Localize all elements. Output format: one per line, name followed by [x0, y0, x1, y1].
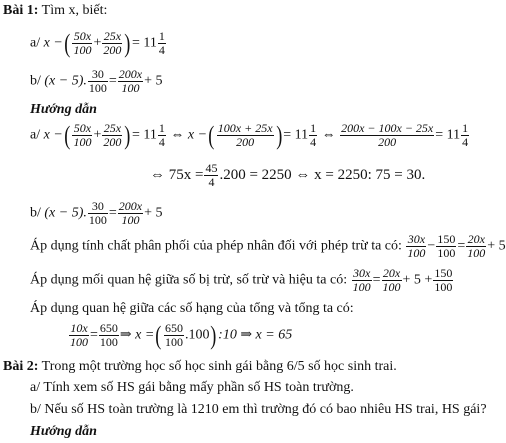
- frac-200x-100: $\frac{200x}{100}$: [118, 67, 143, 95]
- plus: +: [93, 35, 102, 51]
- x-minus-5: (x − 5).: [44, 73, 87, 89]
- x-minus: x −: [43, 35, 63, 51]
- a-label: a/: [30, 35, 41, 51]
- iff-1: ⇔: [170, 127, 185, 143]
- bai1-line: [3, 3, 107, 19]
- a-label-2: a/: [30, 127, 41, 143]
- solution-b-line: b/ (x − 5). $\frac{30}{100}$ = $\frac{200x}{100}$ + 5: [30, 199, 163, 227]
- bai1-heading: Bài 1:: [3, 3, 39, 18]
- bai2-line: [3, 359, 397, 375]
- bai2-a: a/ Tính xem số HS gái bằng mấy phần số HS toàn trường.: [30, 380, 354, 395]
- iff-2: ⇔: [321, 127, 336, 143]
- b-label: b/: [30, 73, 41, 89]
- frac-long-200: $\frac{200x - 100x - 25x}{200}$: [341, 121, 434, 149]
- bai1-prompt: Tìm x, biết:: [41, 3, 108, 18]
- frac-30-100: $\frac{30}{100}$: [88, 67, 107, 95]
- frac-45-4: $\frac{45}{4}$: [205, 161, 218, 189]
- huong-dan-1: Hướng dẫn: [30, 102, 97, 117]
- bai2-heading: Bài 2:: [3, 359, 39, 374]
- line-75x: ⇔ 75x =: [150, 166, 204, 183]
- paren-close: ): [124, 28, 131, 58]
- solution-a-line1: a/ x −( $\frac{50x}{100}$ + $\frac{25x}{200}$ )= 11 $\frac{1}{4}$ ⇔ x −( $\frac{100x + 25x}{200}$ )= 11 $\frac{1}{4}$ ⇔ $\frac{200x - 100x - 25x}{200}$ = 11 $\frac{1}{4}$: [30, 120, 469, 150]
- final-equation: $\frac{10x}{100}$ = $\frac{650}{100}$ ⇒ x =( $\frac{650}{100}$ .100):10 ⇒ x = 65: [70, 320, 293, 350]
- eq-11: = 11: [132, 35, 157, 51]
- paren-open: (: [64, 28, 71, 58]
- bai2-text: Trong một trường học số học sinh gái bằng 6/5 số học sinh trai.: [41, 359, 397, 374]
- apdung-3-text: Áp dụng quan hệ giữa các số hạng của tổng và tổng ta có:: [30, 301, 354, 316]
- line-75x-tail: .200 = 2250 ⇔ x = 2250: 75 = 30.: [219, 166, 426, 183]
- bai2-b: b/ Nếu số HS toàn trường là 1210 em thì trường đó có bao nhiêu HS trai, HS gái?: [30, 402, 487, 417]
- frac-50x-100: $\frac{50x}{100}$: [73, 29, 92, 57]
- huong-dan-2: Hướng dẫn: [30, 424, 97, 439]
- bai1-a-equation: [30, 30, 167, 57]
- frac-25x-200: $\frac{25x}{200}$: [103, 29, 122, 57]
- frac-100x-25x-200: $\frac{100x + 25x}{200}$: [217, 121, 273, 149]
- plus-5: + 5: [144, 73, 163, 89]
- apdung-2-line: Áp dụng mối quan hệ giữa số bị trừ, số trừ và hiệu ta có: $\frac{30x}{100}$ = $\frac{20x}{100}$ + 5 + $\frac{150}{100}$: [30, 266, 453, 294]
- solution-75x-line: [150, 162, 425, 189]
- frac-1-4: $\frac{1}{4}$: [158, 29, 165, 57]
- apdung-1-text: Áp dụng tính chất phân phối của phép nhân đối với phép trừ ta có:: [30, 238, 402, 254]
- eq: =: [108, 73, 117, 89]
- apdung-2-text: Áp dụng mối quan hệ giữa số bị trừ, số trừ và hiệu ta có:: [30, 272, 348, 288]
- apdung-1-line: Áp dụng tính chất phân phối của phép nhân đối với phép trừ ta có: $\frac{30x}{100}$ − $\frac{150}{100}$ = $\frac{20x}{100}$ + 5: [30, 232, 506, 260]
- bai1-b-equation: [30, 68, 163, 95]
